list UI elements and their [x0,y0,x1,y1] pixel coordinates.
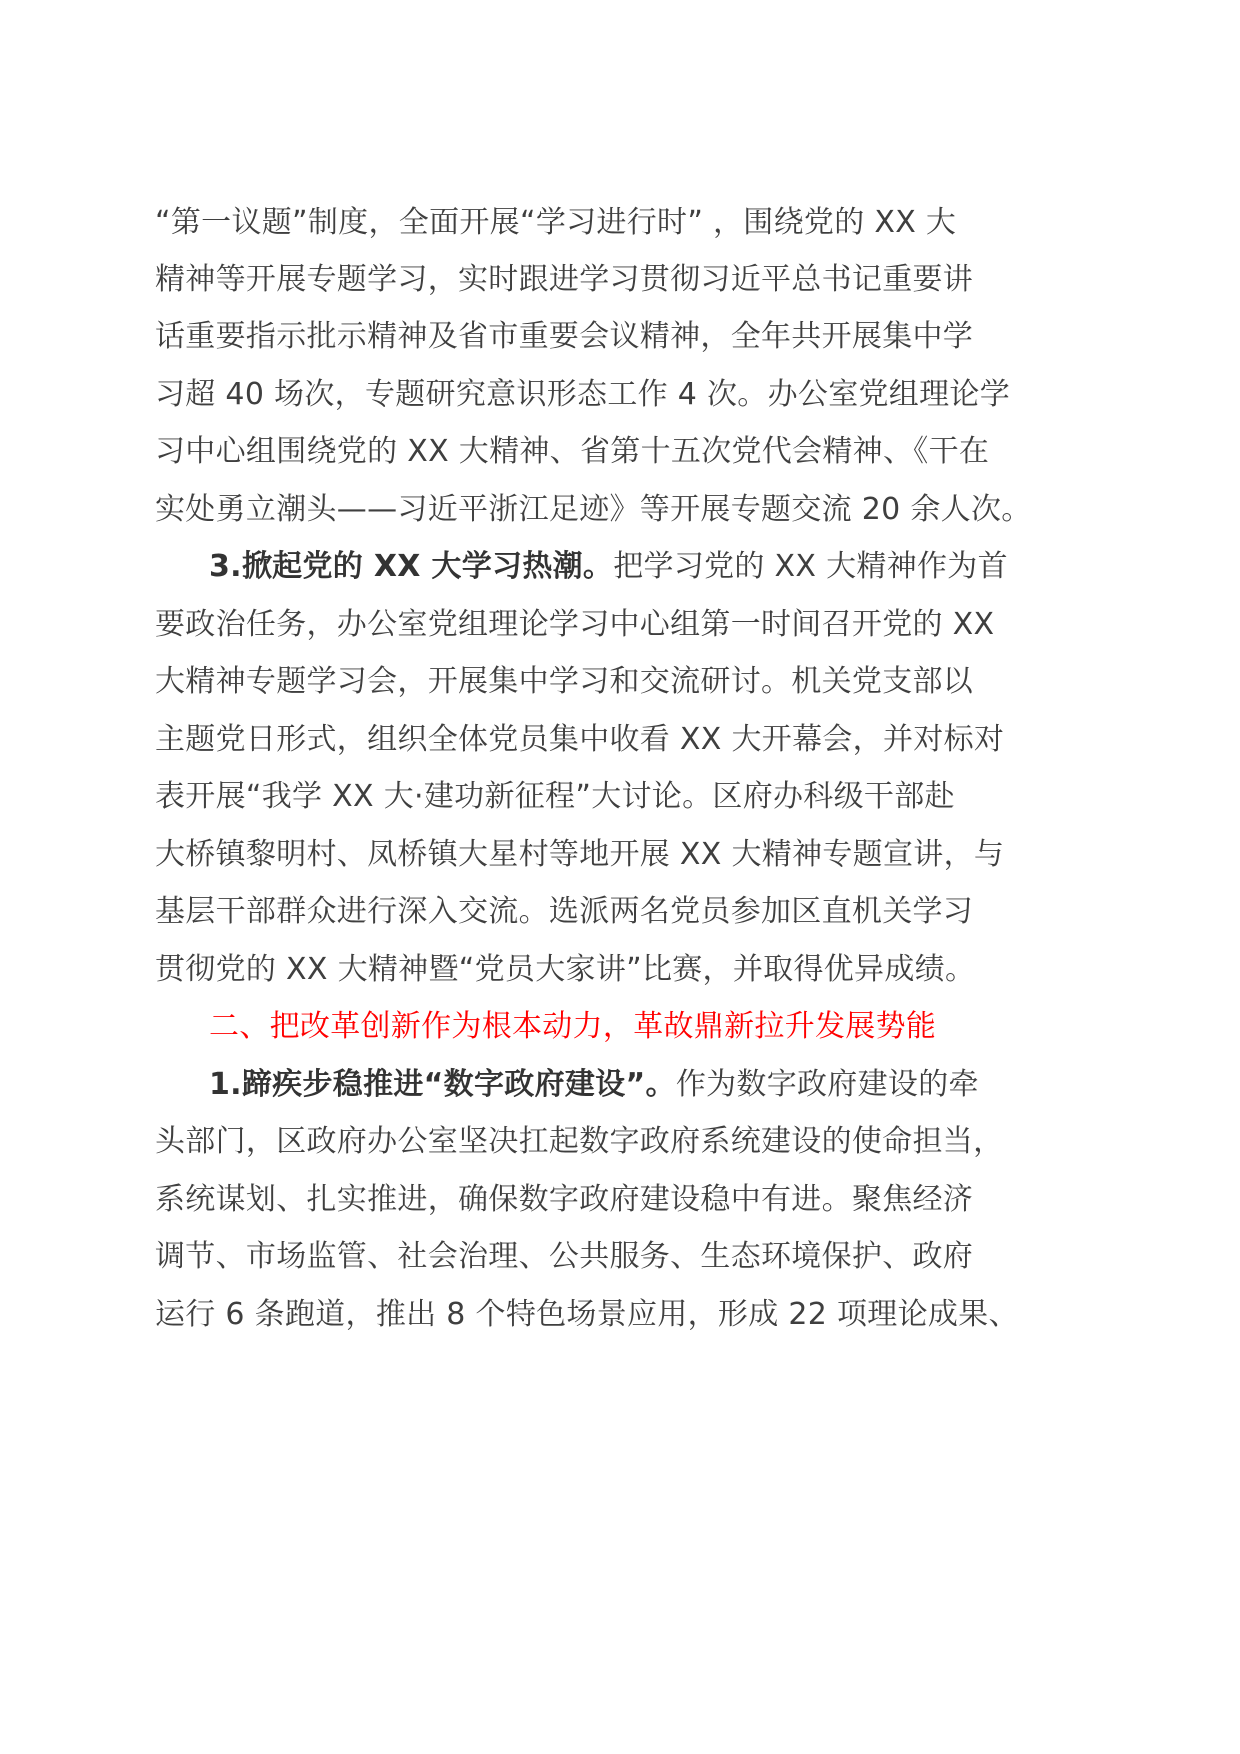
paragraph-line: 习超 40 场次，专题研究意识形态工作 4 次。办公室党组理论学 [155,377,1011,412]
paragraph-line: 实处勇立潮头——习近平浙江足迹》等开展专题交流 20 余人次。 [155,492,1032,527]
paragraph-line: 要政治任务，办公室党组理论学习中心组第一时间召开党的 XX [155,607,995,642]
paragraph-first-line [209,1065,979,1105]
paragraph-line: 大精神专题学习会，开展集中学习和交流研讨。机关党支部以 [155,664,974,699]
paragraph-lead-bold: 3.掀起党的 XX 大学习热潮。 [209,549,614,584]
paragraph-line: 精神等开展专题学习，实时跟进学习贯彻习近平总书记重要讲 [155,262,974,297]
paragraph-first-line [209,547,1008,587]
paragraph-line: 话重要指示批示精神及省市重要会议精神，全年共开展集中学 [155,319,974,354]
paragraph-line: 贯彻党的 XX 大精神暨“党员大家讲”比赛，并取得优异成绩。 [155,952,976,987]
paragraph-text: 把学习党的 XX 大精神作为首 [613,549,1008,584]
paragraph-lead-bold: 1.蹄疾步稳推进“数字政府建设”。 [209,1067,676,1102]
paragraph-line: 基层干部群众进行深入交流。选派两名党员参加区直机关学习 [155,894,974,929]
paragraph-line: 头部门，区政府办公室坚决扛起数字政府系统建设的使命担当， [155,1124,1004,1159]
paragraph-line: 系统谋划、扎实推进，确保数字政府建设稳中有进。聚焦经济 [155,1182,974,1217]
paragraph-line: 调节、市场监管、社会治理、公共服务、生态环境保护、政府 [155,1239,974,1274]
paragraph-text: 作为数字政府建设的牵 [675,1067,979,1102]
paragraph-line: 运行 6 条跑道，推出 8 个特色场景应用，形成 22 项理论成果、 [155,1297,1019,1332]
paragraph-line: 主题党日形式，组织全体党员集中收看 XX 大开幕会，并对标对 [155,722,1005,757]
paragraph-line: 大桥镇黎明村、凤桥镇大星村等地开展 XX 大精神专题宣讲，与 [155,837,1005,872]
paragraph-line: “第一议题”制度，全面开展“学习进行时” ，围绕党的 XX 大 [155,205,957,240]
paragraph-line: 表开展“我学 XX 大·建功新征程”大讨论。区府办科级干部赴 [155,779,955,814]
section-heading: 二、把改革创新作为根本动力，革故鼎新拉升发展势能 [209,1009,937,1044]
paragraph-line: 习中心组围绕党的 XX 大精神、省第十五次党代会精神、《干在 [155,434,990,469]
